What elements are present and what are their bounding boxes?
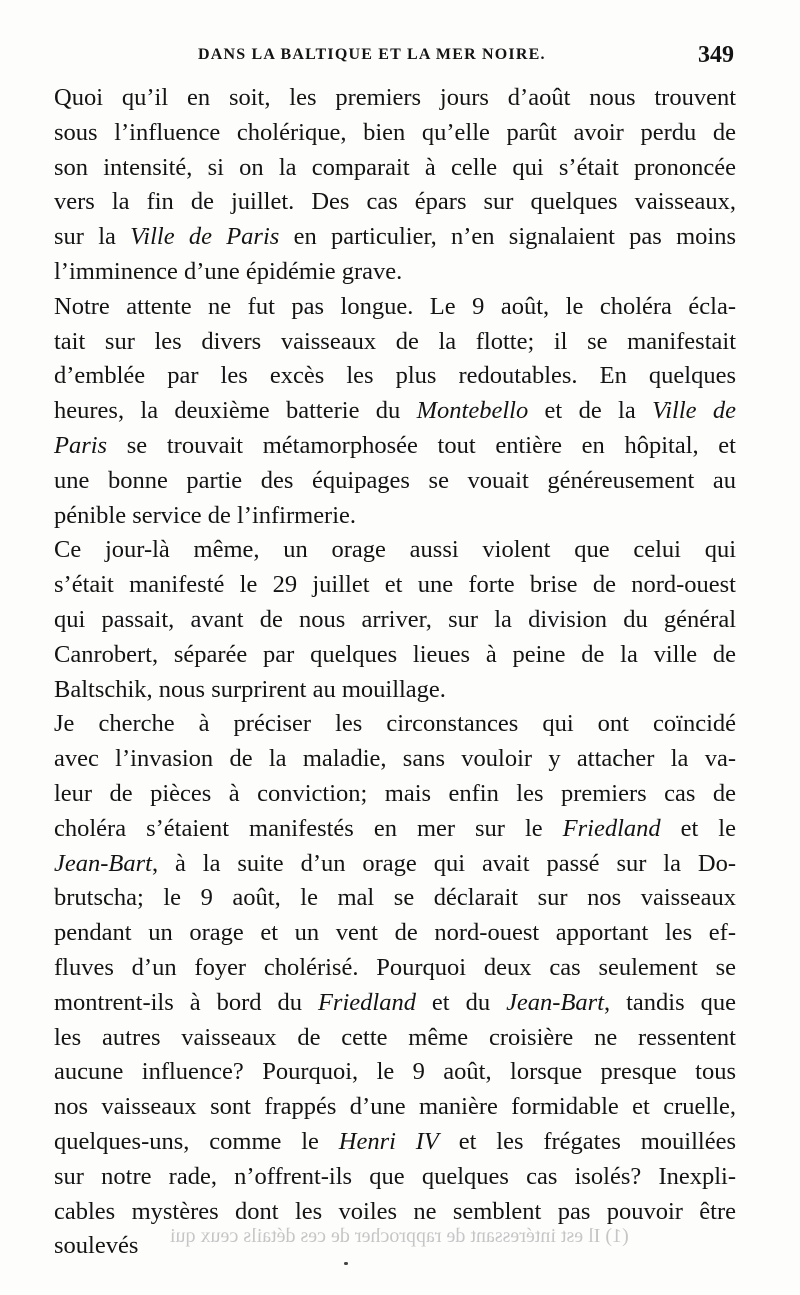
text-line: Je cherche à préciser les circonstances qui ont coïncidé (54, 710, 736, 738)
text-line (54, 394, 736, 428)
text-run: se trouvait métamorphosée tout entière en hôpital, et (107, 432, 736, 459)
text-run: et du (415, 988, 507, 1016)
text-line (54, 1125, 736, 1159)
text-line: sous l’influence cholérique, bien qu’elle parût avoir perdu de (54, 118, 736, 146)
text-line: pendant un orage et un vent de nord-ouest apportant les ef- (54, 919, 736, 947)
bleed-through-text: (1) Il est intéressant de rapprocher de ces détails ceux qui (170, 1225, 629, 1247)
text-line (54, 812, 736, 846)
text-run: montrent-ils à bord du (54, 988, 318, 1016)
italic-title: Jean-Bart (506, 988, 605, 1016)
text-line: s’était manifesté le 29 juillet et une forte brise de nord-ouest (54, 571, 736, 599)
text-line: Notre attente ne fut pas longue. Le 9 août, le choléra écla- (54, 292, 736, 320)
text-line: Baltschik, nous surprirent au mouillage. (54, 675, 446, 703)
text-run: , à la suite d’un orage qui avait passé sur la Do- (151, 849, 736, 877)
text-line: pénible service de l’infirmerie. (54, 501, 357, 529)
italic-title: Montebello (416, 397, 529, 425)
text-run: et le (660, 814, 736, 842)
text-line: leur de pièces à conviction; mais enfin les premiers cas de (54, 780, 736, 807)
italic-title: Jean-Bart (54, 849, 152, 877)
text-line: aucune influence? Pourquoi, le 9 août, lorsque presque tous (54, 1058, 736, 1086)
text-line: les autres vaisseaux de cette même croisière ne ressentent (54, 1023, 736, 1051)
text-line (54, 986, 736, 1020)
ink-speck (344, 1262, 348, 1265)
italic-title: Friedland (317, 988, 416, 1016)
text-line: sur notre rade, n’offrent-ils que quelques cas isolés? Inexpli- (54, 1162, 736, 1190)
text-line: d’emblée par les excès les plus redoutables. En quelques (54, 362, 736, 390)
text-line: vers la fin de juillet. Des cas épars sur quelques vaisseaux, (54, 188, 736, 216)
text-line: soulevés (54, 1232, 139, 1260)
running-title: DANS LA BALTIQUE ET LA MER NOIRE. (198, 46, 546, 63)
text-line: une bonne partie des équipages se vouait généreusement au (54, 466, 736, 494)
text-line: cables mystères dont les voiles ne semblent pas pouvoir être (54, 1197, 736, 1225)
text-run: quelques-uns, comme le (54, 1128, 339, 1155)
text-line: nos vaisseaux sont frappés d’une manière formidable et cruelle, (54, 1093, 736, 1121)
text-line: tait sur les divers vaisseaux de la flotte; il se manifestait (54, 327, 736, 355)
text-line: l’imminence d’une épidémie grave. (54, 258, 403, 285)
text-run: sur la (54, 223, 131, 251)
text-line: Ce jour-là même, un orage aussi violent que celui qui (54, 536, 736, 564)
italic-title: Henri IV (338, 1128, 439, 1155)
text-line: Canrobert, séparée par quelques lieues à peine de la ville de (54, 640, 736, 668)
text-line: avec l’invasion de la maladie, sans vouloir y attacher la va- (54, 745, 736, 773)
text-run: choléra s’étaient manifestés en mer sur le (54, 814, 563, 842)
text-line: Quoi qu’il en soit, les premiers jours d’août nous trouvent (54, 84, 736, 111)
text-line: brutscha; le 9 août, le mal se déclarait sur nos vaisseaux (54, 884, 736, 912)
text-line (54, 220, 736, 254)
italic-title: Friedland (562, 814, 661, 842)
italic-title: Ville de Paris (130, 223, 280, 251)
page-number: 349 (698, 42, 734, 68)
text-line (54, 429, 736, 463)
text-run: et de la (528, 397, 653, 425)
text-line: qui passait, avant de nous arriver, sur la division du général (54, 606, 736, 633)
text-line: son intensité, si on la comparait à celle qui s’était prononcée (54, 153, 736, 181)
italic-title: Ville de (652, 397, 736, 425)
text-run: en particulier, n’en signalaient pas moins (279, 223, 736, 251)
text-run: et les frégates mouillées (438, 1128, 736, 1155)
running-head (52, 42, 734, 72)
italic-title: Paris (54, 432, 108, 459)
text-run: heures, la deuxième batterie du (54, 397, 417, 425)
text-run: , tandis que (604, 988, 737, 1016)
text-line (54, 847, 736, 881)
text-line: fluves d’un foyer cholérisé. Pourquoi deux cas seulement se (54, 954, 736, 981)
